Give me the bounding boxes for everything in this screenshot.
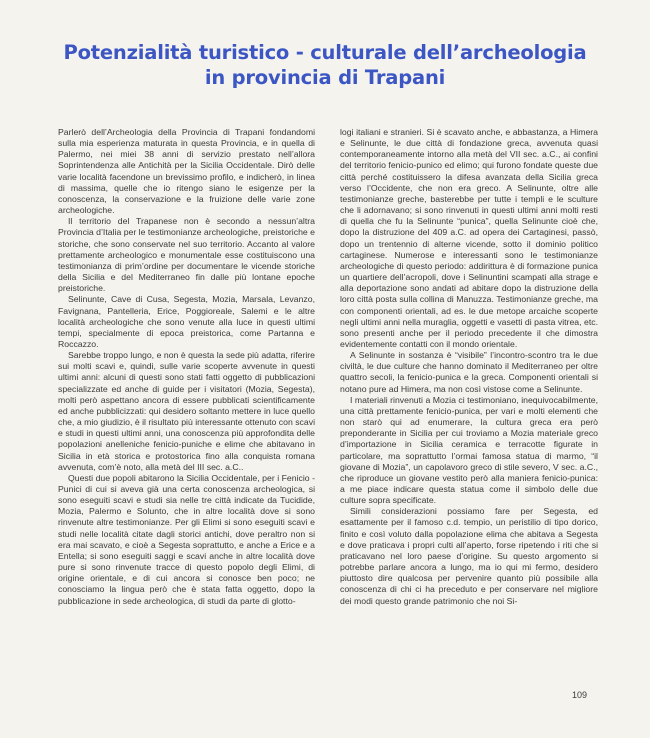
paragraph: Selinunte, Cave di Cusa, Segesta, Mozia, Marsala, Levanzo, Favignana, Pantelleria, Erice, Poggioreale, Salemi e le altre località archeologiche che sono venute alla luce in questi ultimi tempi, specialmente di epoca preistorica, come Partanna e Roccazzo. <box>58 294 315 349</box>
paragraph: Questi due popoli abitarono la Sicilia Occidentale, per i Fenicio - Punici di cui si aveva già una certa conoscenza archeologica, si sono eseguiti scavi e studi sia nelle tre città indicate da Tucidide, Mozia, Palermo e Solunto, che in altre località dove si sono rinvenute altre testimonianze. Per gli Elimi si sono eseguiti scavi e studi nelle località citate dagli storici antichi, dove peraltro non si era mai scavato, e cioè a Segesta soprattutto, e anche a Erice e a Entella; si sono eseguiti saggi e scavi anche in altre località dove pure si sono rinvenute tracce di questo popolo degli Elimi, di origine orientale, e di cui ancora si conosce ben poco; ne conosciamo la lingua però che è stata fatta oggetto, dopo la pubblicazione in sede archeologica, di studi da parte di glotto- <box>58 472 315 606</box>
right-column <box>340 127 598 717</box>
title-line-2: in provincia di Trapani <box>204 66 446 89</box>
paragraph: Parlerò dell’Archeologia della Provincia di Trapani fondandomi sulla mia esperienza maturata in questa Provincia, e in quella di Palermo, nei miei 38 anni di servizio prestato nell’allora Soprintendenza alle Antichità per la Sicilia Occidentale. Dirò delle varie località facendone un brevissimo profilo, e indicherò, in linea di massima, quelle che io ritengo siano le esigenze per la conoscenza, la conservazione e la fruizione delle varie zone archeologiche. <box>58 127 315 216</box>
paragraph: Simili considerazioni possiamo fare per Segesta, ed esattamente per il famoso c.d. tempio, un peristilio di tipo dorico, finito e così voluto dalla popolazione elima che abitava a Segesta e dove praticava i propri culti all’aperto, forse ripetendo i riti che si praticavano nel loro paese d’origine. Su questo argomento si potrebbe parlare ancora a lungo, ma io qui mi fermo, desidero piuttosto dire qualcosa per pervenire quanto più possibile alla conoscenza di chi ci ha preceduto e per conservare nel migliore dei modi questo grande patrimonio che noi Si- <box>340 506 598 606</box>
page-number: 109 <box>572 690 588 700</box>
paragraph: logi italiani e stranieri. Si è scavato anche, e abbastanza, a Himera e Selinunte, le due città di fondazione greca, avvenuta quasi contemporaneamente intorno alla metà del VII sec. a.C., ai confini del territorio fenicio-punico ed elimo; qui furono fondate queste due città perché costituissero la difesa avanzata della Sicilia greca verso l’Occidente, che non era greco. A Selinunte, oltre alle testimonianze greche, basterebbe per tutte i templi e le sculture che li adornavano; si sono rinvenuti in questi ultimi anni molti resti di quella che fu la Selinunte “punica”, quella Selinunte cioè che, dopo la distruzione del 409 a.C. ad opera dei Cartaginesi, passò, dopo un trentennio di alterne vicende, sotto il dominio politico cartaginese. Numerose e interessanti sono le testimonianze archeologiche di questo periodo: addirittura è di formazione punica un quartiere dell’acropoli, dove i Selinuntini scampati alla strage e alla deportazione sono andati ad abitare dopo la distruzione della loro città posta sulla collina di Manuzza. Testimonianze greche, ma con componenti orientali, ad es. le due metope arcaiche scoperte negli ultimi anni nella muraglia, oggetti e vasetti di pasta vitrea, etc. sono presenti anche per il periodo precedente il che dimostra evidentemente contatti con il mondo orientale. <box>340 127 598 349</box>
page-title <box>30 40 620 90</box>
paragraph: Sarebbe troppo lungo, e non è questa la sede più adatta, riferire sui molti scavi e, quindi, sulle varie scoperte avvenute in questi ultimi anni: alcuni di questi sono stati fatti oggetto di pubblicazioni specializzate ed anche di guide per i visitatori (Mozia, Segesta), molti però aspettano ancora di essere pubblicati scientificamente ed anche pubblicizzati: qui desidero soltanto mettere in luce quello che, a mio giudizio, è il risultato più interessante ottenuto con scavi e studi in questi ultimi anni, una conoscenza più approfondita delle popolazioni anelleniche fenicio-puniche e elime che abitavano in Sicilia in età storica e protostorica fino alla conquista romana avvenuta, com’è noto, alla metà del III sec. a.C.. <box>58 350 315 472</box>
paragraph: A Selinunte in sostanza è “visibile” l’incontro-scontro tra le due civiltà, le due culture che hanno dominato il Mediterraneo per oltre quattro secoli, la fenicio-punica e la greca. Componenti orientali si notano pure ad Himera, ma non così vistose come a Selinunte. <box>340 350 598 394</box>
paragraph: I materiali rinvenuti a Mozia ci testimoniano, inequivocabilmente, una città prettamente fenicio-punica, per vari e molti elementi che non starò qui ad enumerare, la cultura greca era però preponderante in Sicilia per cui troviamo a Mozia materiale greco d’importazione in Sicilia ceramica e terracotte figurate in particolare, ma soprattutto l’ormai famosa statua di marmo, “il giovane di Mozia”, un capolavoro greco di stile severo, V sec. a.C., che riproduce un giovane vestito però alla maniera fenicio-punica: a me piace indicare questa statua come il simbolo delle due culture sopra specificate. <box>340 394 598 506</box>
title-line-1: Potenzialità turistico - culturale dell’archeologia <box>63 41 587 64</box>
left-column <box>58 127 315 717</box>
paragraph: Il territorio del Trapanese non è secondo a nessun’altra Provincia d’Italia per le testimonianze archeologiche, preistoriche e storiche, che sono conservate nel suo territorio. Accanto al valore prettamente archeologico e monumentale esse costituiscono una testimonianza di prim’ordine per documentare le vicende storiche della Sicilia e del Mediterraneo fin dalle più lontane epoche preistoriche. <box>58 216 315 294</box>
